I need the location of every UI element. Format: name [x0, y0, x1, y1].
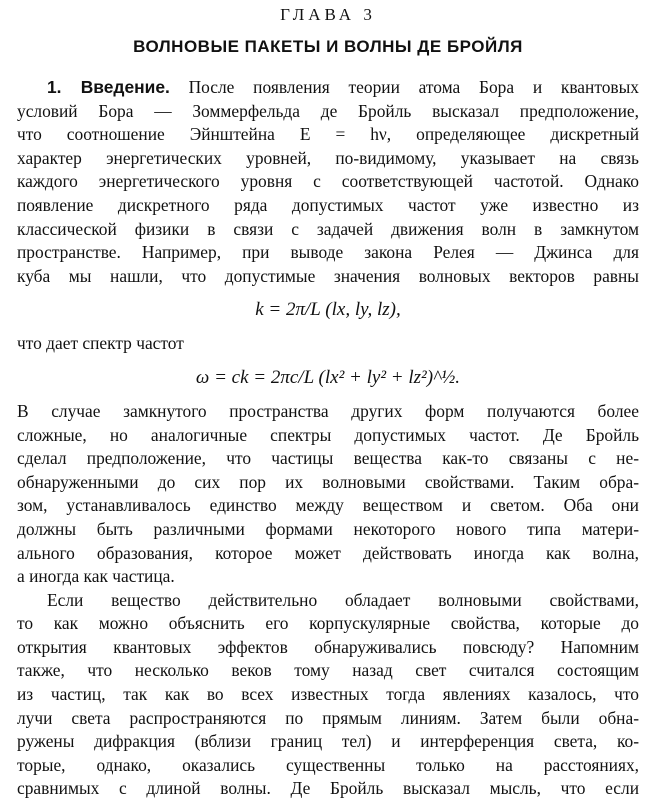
paragraph-between [17, 332, 639, 356]
text-line: торые, однако, оказались существенны только на расстояниях, [17, 754, 639, 775]
text-line: также, что несколько веков тому назад свет считался состоящим [17, 660, 639, 681]
text-line: то как можно объяснить его корпускулярные свойства, которые до [17, 613, 639, 634]
text-line: что дает спектр частот [17, 333, 184, 354]
text-line: лучи света распространяются по прямым линиям. Затем были обна- [17, 707, 639, 728]
text-line: сделал предположение, что частицы вещества как-то связаны с не- [17, 448, 639, 469]
text-line: характер энергетических уровней, по-видимому, указывает на связь [17, 147, 639, 168]
text-line: ружены дифракция (вблизи границ тел) и интерференция света, ко- [17, 731, 639, 752]
chapter-title: ВОЛНОВЫЕ ПАКЕТЫ И ВОЛНЫ ДЕ БРОЙЛЯ [133, 37, 523, 56]
document-page [17, 0, 639, 801]
formula-frequency-spectrum: ω = ck = 2πc/L (lx² + ly² + lz²)^½. [195, 366, 461, 388]
text-line: из частиц, так как во всех известных тогда явлениях казалось, что [17, 684, 639, 705]
text-line: каждого энергетического уровня с соответствующей частотой. Однако [17, 171, 639, 192]
text-line: что соотношение Эйнштейна E = hν, определяющее дискретный [17, 124, 639, 145]
formula-wave-vector: k = 2π/L (lx, ly, lz), [255, 299, 401, 321]
text-line: В случае замкнутого пространства других форм получаются более [17, 400, 639, 421]
text-line: ального образования, которое может действовать иногда как волна, [17, 542, 639, 563]
paragraph-de-broglie [17, 400, 639, 589]
text-line: а иногда как частица. [17, 566, 175, 587]
text-line: куба мы нашли, что допустимые значения волновых векторов равны [17, 265, 639, 286]
text-line: должны быть различными формами некоторого нового типа матери- [17, 518, 639, 539]
text-line [17, 76, 639, 100]
text-line: открытия квантовых эффектов обнаруживались повсюду? Напомним [17, 636, 639, 657]
text-line: сложные, но аналогичные спектры допустимых частот. Де Бройль [17, 424, 639, 445]
text-line: Если вещество действительно обладает волновыми свойствами, [47, 589, 639, 610]
text-line: условий Бора — Зоммерфельда де Бройль высказал предположение, [17, 100, 639, 121]
text-line: сравнимых с длиной волны. Де Бройль высказал мысль, что если [17, 778, 639, 799]
section-heading: 1. Введение. [47, 77, 170, 97]
paragraph-wave-properties [17, 589, 639, 801]
chapter-number: ГЛАВА 3 [280, 5, 376, 24]
text-line: появление дискретного ряда допустимых частот уже известно из [17, 194, 639, 215]
text-line: обнаруженными до сих пор их волновыми свойствами. Таким обра- [17, 471, 639, 492]
text-line: зом, устанавливалось единство между веществом и светом. Оба они [17, 495, 639, 516]
spacer [17, 62, 639, 76]
text-line: классической физики в связи с задачей движения волн в замкнутом [17, 218, 639, 239]
text-line: пространстве. Например, при выводе закона Релея — Джинса для [17, 242, 639, 263]
paragraph-intro [17, 76, 639, 288]
text-fragment: После появления теории атома Бора и квантовых [188, 77, 639, 97]
